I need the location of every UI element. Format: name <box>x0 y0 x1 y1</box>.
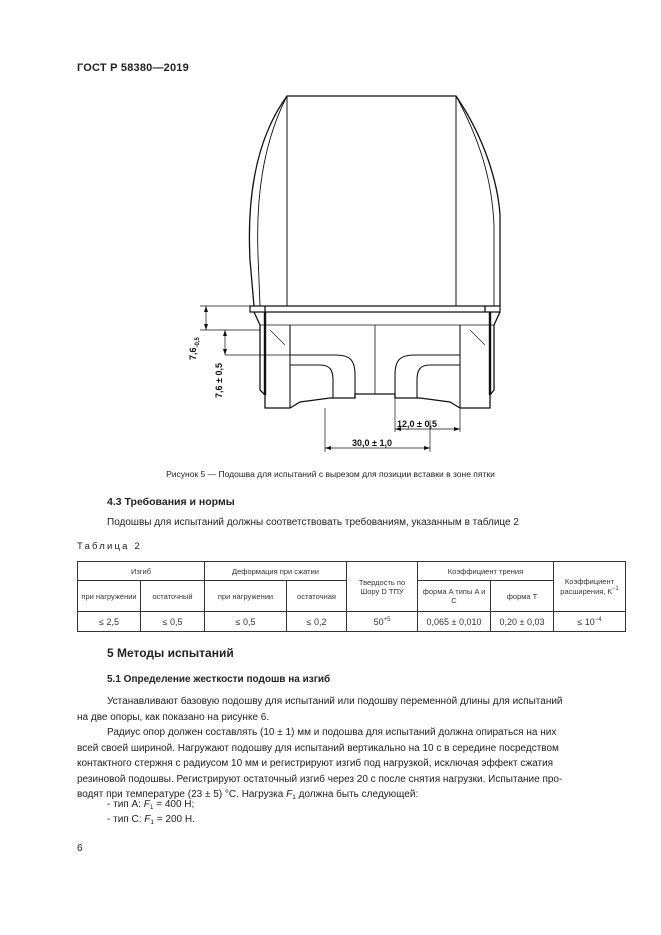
section-heading: 5 Методы испытаний <box>107 646 234 660</box>
dim-height-1: $7,6_{-0,5}$ <box>188 337 201 360</box>
figure-caption: Рисунок 5 — Подошва для испытаний с вырезом для позиции вставки в зоне пятки <box>166 469 495 479</box>
table-header-cell: форма T <box>491 581 554 612</box>
list-item: - тип А: $F_1 = 400$ Н; <box>107 799 195 811</box>
table-cell: 0,065 ± 0,010 <box>418 612 491 632</box>
table-header-cell: Коэффициент расширения, $К^{-1}$ <box>554 562 626 612</box>
sole-body <box>254 312 500 408</box>
table-header-cell: Деформация при сжатии <box>205 562 347 581</box>
cutout-right <box>395 325 460 408</box>
requirements-table <box>77 561 626 632</box>
sole-top <box>250 306 500 312</box>
document-header: ГОСТ Р 58380—2019 <box>77 62 189 74</box>
page-number: 6 <box>77 843 83 854</box>
table-cell: ≤ 0,5 <box>141 612 205 632</box>
table-cell: ≤ 0,5 <box>205 612 287 632</box>
table-cell: ≤ 2,5 <box>78 612 141 632</box>
table-header-cell: остаточная <box>287 581 347 612</box>
table-header-cell: остаточный <box>141 581 205 612</box>
table-header-cell: Твердость по Шору D ТПУ <box>347 562 418 612</box>
section-heading: 4.3 Требования и нормы <box>107 496 235 508</box>
sole-drawing <box>180 88 520 458</box>
paragraph: Устанавливают базовую подошву для испытаний или подошву переменной длины для испытаний на две опоры, как показано на рисунке 6. <box>77 696 563 723</box>
table-cell: 0,20 ± 0,03 <box>491 612 554 632</box>
table-caption: Таблица 2 <box>77 541 142 552</box>
cutout-left <box>290 325 355 408</box>
table-cell: $50^{+5}$ <box>347 612 418 632</box>
boot-inner-line <box>258 96 494 306</box>
table-header-cell: форма A типы A и C <box>418 581 491 612</box>
table-header-cell: Коэффициент трения <box>418 562 554 581</box>
table-cell: ≤ 0,2 <box>287 612 347 632</box>
subsection-heading: 5.1 Определение жесткости подошв на изгиб <box>107 674 331 685</box>
list-item: - тип С: $F_1 = 200$ Н. <box>107 814 195 826</box>
table-header-cell: при нагружении <box>205 581 287 612</box>
table-header-cell: при нагружении <box>78 581 141 612</box>
dim-width-2: 30,0 ± 1,0 <box>352 438 392 448</box>
dim-width-1: 12,0 ± 0,5 <box>397 419 437 429</box>
paragraph: Радиус опор должен составлять (10 ± 1) мм и подошва для испытаний должна опираться на них всей своей шириной. Нагружают подошву для испытаний вертикально на 10 с в середине посредством контактного стержня с радиусом 10 мм и регистрируют изгиб под нагрузкой, исключая эффект сжатия резиновой подошвы. Регистрируют остаточный изгиб через 20 с после снятия нагрузки. Испытание про- водят при температуре (23 ± 5) °С. Нагрузка $F_1$ должна быть следующей: <box>77 727 563 801</box>
table-header-cell: Изгиб <box>78 562 205 581</box>
table-cell: ≤ $10^{-4}$ <box>554 612 626 632</box>
dim-height-2: 7,6 ± 0,5 <box>214 363 224 398</box>
paragraph: Подошвы для испытаний должны соответствовать требованиям, указанным в таблице 2 <box>107 517 519 528</box>
